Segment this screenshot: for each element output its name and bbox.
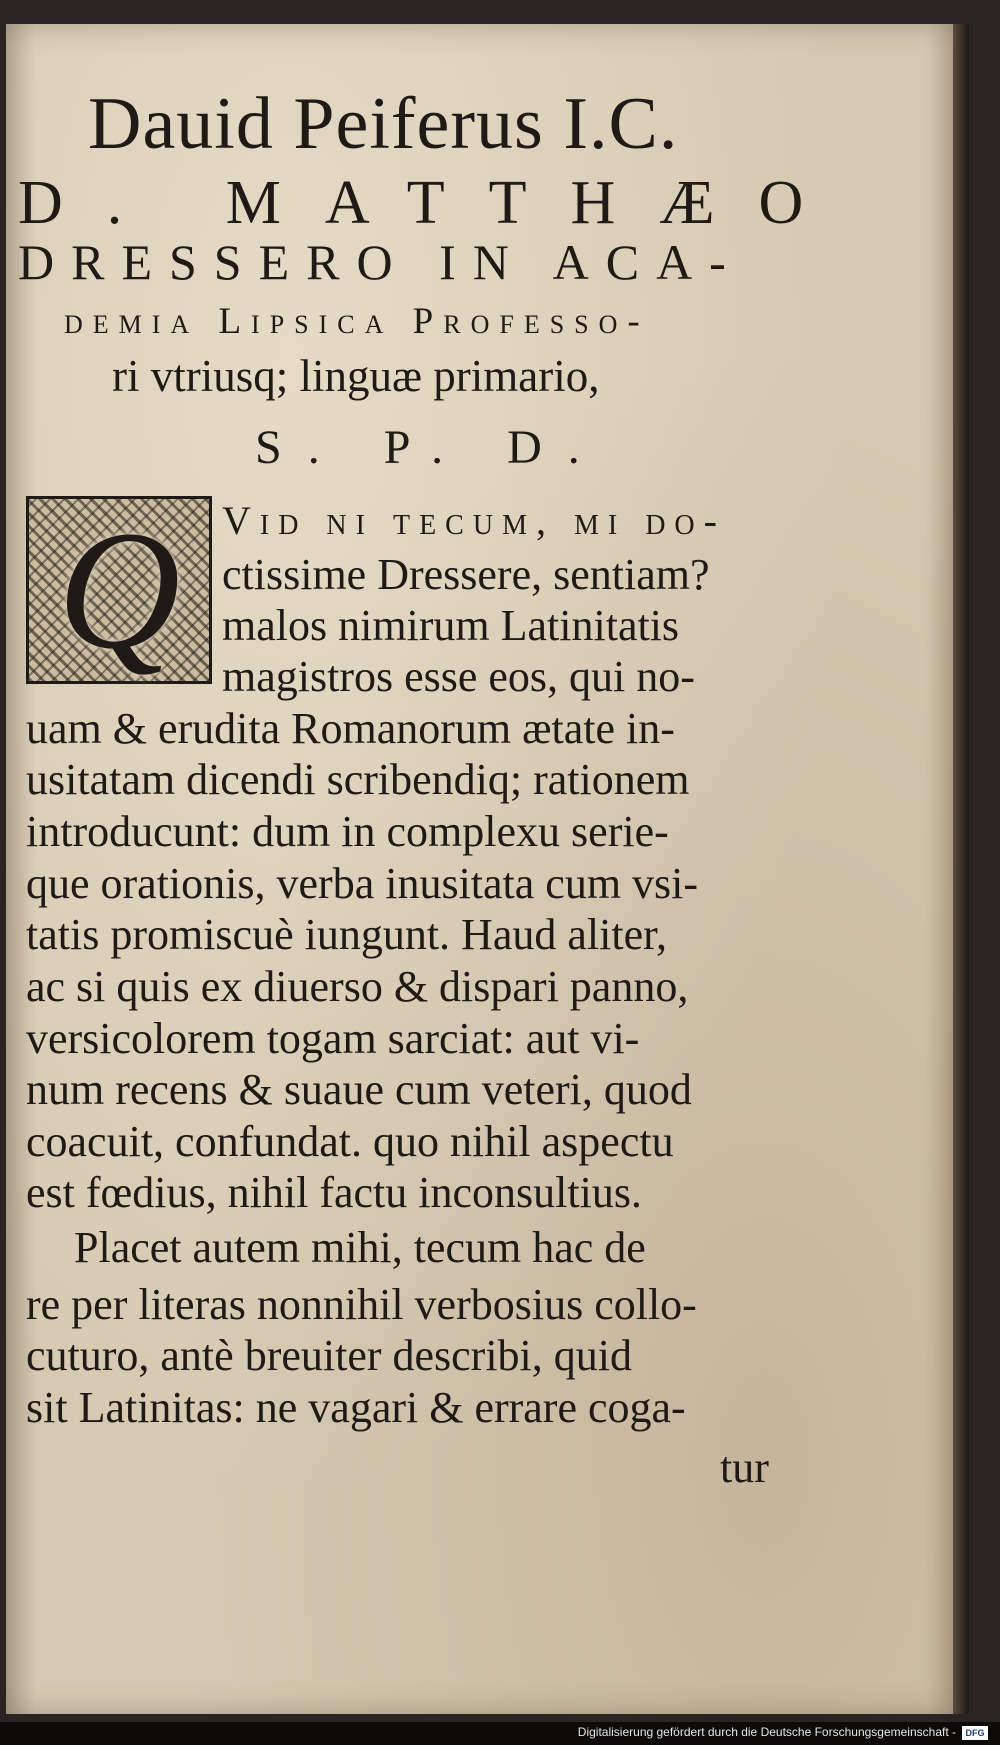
text-line: Placet autem mihi, tecum hac de	[74, 1223, 646, 1272]
text-line: sit Latinitas: ne vagari & errare coga-	[26, 1383, 686, 1432]
text-line: coacuit, confundat. quo nihil aspectu	[26, 1117, 674, 1166]
text-line: num recens & suaue cum veteri, quod	[26, 1065, 692, 1114]
academy-line: demia Lipsica Professo-	[64, 301, 650, 342]
text-line: Vid ni tecum, mi do-	[222, 498, 726, 543]
text-line: introducunt: dum in complexu serie-	[26, 807, 669, 856]
text-line: ac si quis ex diuerso & dispari panno,	[26, 962, 689, 1011]
text-line: tatis promiscuè iungunt. Haud aliter,	[26, 910, 667, 959]
text-line: est fœdius, nihil factu inconsultius.	[26, 1168, 642, 1217]
text-line: malos nimirum Latinitatis	[222, 601, 680, 650]
catchword: tur	[720, 1443, 769, 1492]
text-line: cuturo, antè breuiter describi, quid	[26, 1331, 633, 1380]
text-line: re per literas nonnihil verbosius collo-	[26, 1280, 697, 1329]
salutation: S. P. D.	[255, 421, 606, 474]
text-line: ctissime Dressere, sentiam?	[222, 550, 710, 599]
text-line: magistros esse eos, qui no-	[222, 652, 695, 701]
text-line: uam & erudita Romanorum ætate in-	[26, 704, 675, 753]
initial-letter: Q	[57, 496, 181, 684]
dedication-author: Dauid Peiferus I.C.	[88, 83, 679, 165]
funding-notice: Digitalisierung gefördert durch die Deutsche Forschungsgemeinschaft -	[577, 1725, 956, 1739]
text-line: versicolorem togam sarciat: aut vi-	[26, 1014, 640, 1063]
professor-line: ri vtriusq; linguæ primario,	[112, 351, 600, 401]
dfg-logo: DFG	[962, 1726, 988, 1740]
digitization-footer	[0, 1722, 1000, 1745]
decorated-initial	[26, 496, 212, 684]
text-line: usitatam dicendi scribendiq; rationem	[26, 755, 690, 804]
dedicatee-line: DRESSERO IN ACA-	[18, 234, 743, 290]
page-edge	[953, 24, 969, 1714]
text-line: que orationis, verba inusitata cum vsi-	[26, 859, 699, 908]
dedicatee-name: D. MATTHÆO	[18, 169, 848, 237]
